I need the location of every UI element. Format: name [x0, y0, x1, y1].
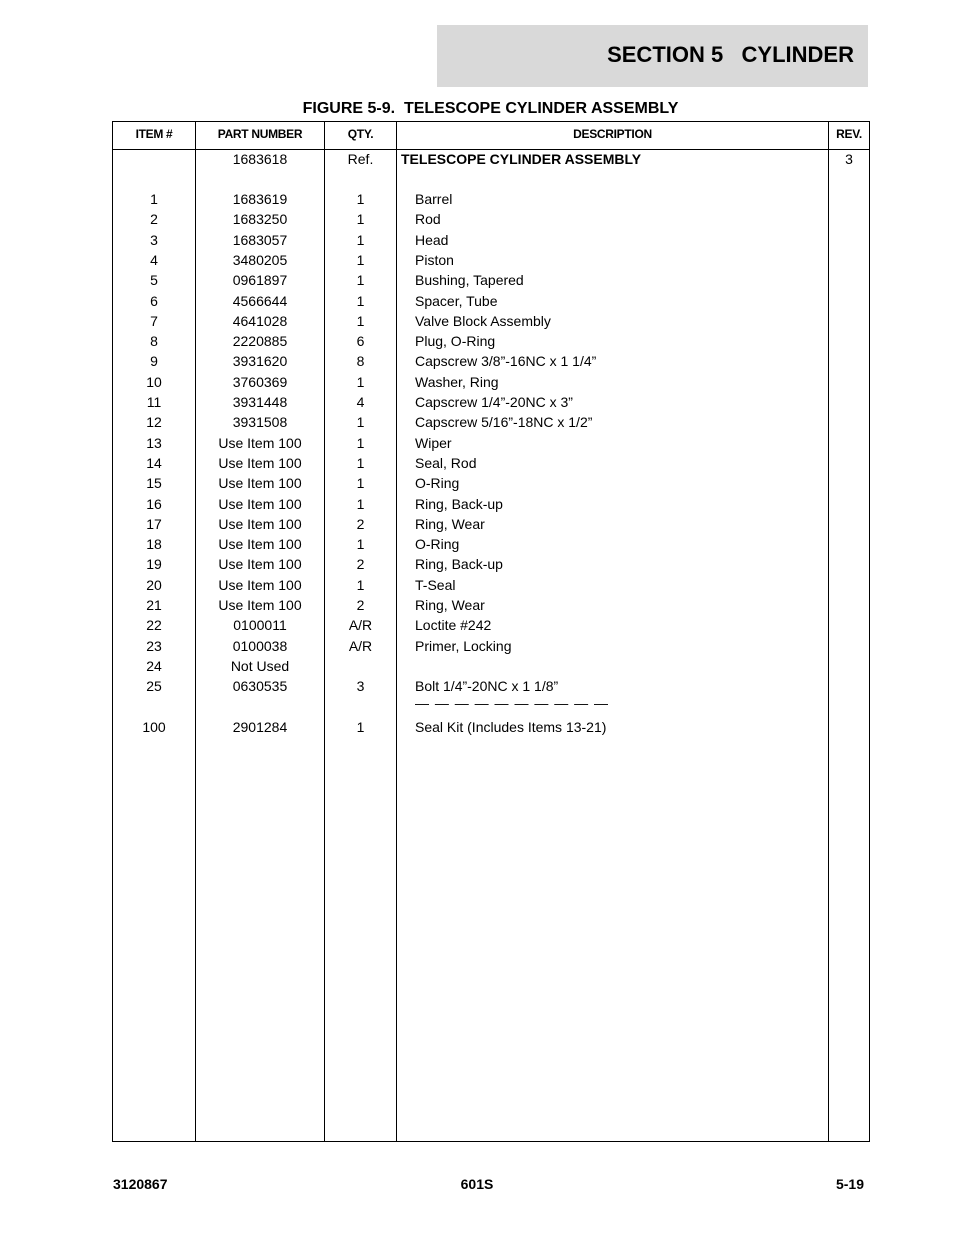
table-row: [113, 392, 869, 412]
description: Bushing, Tapered: [415, 272, 524, 289]
item-number: 5: [150, 272, 158, 289]
quantity: 1: [356, 231, 365, 248]
part-number: Use Item 100: [218, 576, 302, 593]
assembly-row: [113, 149, 869, 169]
quantity: 1: [356, 414, 365, 431]
item-number: 22: [146, 617, 162, 634]
part-number: 3480205: [232, 251, 288, 268]
description: TELESCOPE CYLINDER ASSEMBLY: [401, 151, 642, 167]
part-number: 1683250: [232, 211, 288, 228]
part-number: 0961897: [232, 272, 288, 289]
table-row: [113, 494, 869, 514]
kit-row: [113, 717, 869, 737]
quantity: Ref.: [347, 151, 374, 167]
item-number: 6: [150, 292, 158, 309]
table-row: [113, 534, 869, 554]
header-rev: REV.: [836, 127, 862, 141]
description: Loctite #242: [415, 617, 492, 634]
part-number: 4566644: [232, 292, 288, 309]
part-number: 0630535: [232, 678, 288, 695]
part-number: 3931508: [232, 414, 288, 431]
description: Head: [415, 231, 449, 248]
description: Washer, Ring: [415, 373, 499, 390]
description: Capscrew 1/4”-20NC x 3”: [415, 394, 573, 410]
item-number: 18: [146, 536, 162, 553]
table-row: [113, 331, 869, 351]
item-number: 9: [150, 353, 158, 370]
part-number: 2220885: [232, 333, 288, 350]
item-number: 14: [146, 454, 162, 471]
footer-doc-number: 3120867: [113, 1176, 168, 1192]
description: O-Ring: [415, 536, 460, 553]
item-number: 3: [150, 231, 158, 248]
part-number: 1683057: [232, 231, 288, 248]
header-part-number: PART NUMBER: [217, 127, 303, 141]
quantity: 2: [356, 515, 365, 532]
description: Spacer, Tube: [415, 292, 498, 309]
item-number: 21: [146, 597, 162, 613]
footer-page-number: 5-19: [835, 1176, 864, 1192]
description: T-Seal: [415, 576, 456, 593]
description: Plug, O-Ring: [415, 333, 496, 350]
table-row: [113, 656, 869, 676]
quantity: 1: [356, 495, 365, 512]
header-description: DESCRIPTION: [573, 127, 652, 141]
description: Piston: [415, 251, 454, 268]
quantity: A/R: [348, 617, 373, 634]
part-number: 0100011: [233, 617, 287, 634]
table-row: [113, 372, 869, 392]
quantity: 1: [356, 475, 365, 492]
description: Bolt 1/4”-20NC x 1 1/8”: [415, 678, 559, 695]
table-row: [113, 453, 869, 473]
quantity: 4: [356, 394, 365, 410]
description: Primer, Locking: [415, 637, 512, 654]
item-number: 12: [146, 414, 162, 431]
quantity: 2: [356, 597, 365, 613]
table-row: [113, 473, 869, 493]
item-number: 19: [146, 556, 162, 573]
item-number: 15: [146, 475, 162, 492]
description: Ring, Wear: [415, 597, 485, 613]
table-row: [113, 311, 869, 331]
description: Valve Block Assembly: [415, 312, 551, 329]
description: Wiper: [415, 434, 452, 451]
table-row: [113, 433, 869, 453]
table-row: [113, 189, 869, 209]
part-number: Use Item 100: [218, 495, 302, 512]
divider-row: [113, 693, 869, 713]
quantity: 6: [356, 333, 365, 350]
section-title: SECTION 5 CYLINDER: [607, 42, 854, 67]
table-row: [113, 615, 869, 635]
item-number: 25: [146, 678, 162, 695]
item-number: 17: [146, 515, 162, 532]
table-row: [113, 595, 869, 615]
part-number: 1683618: [232, 151, 288, 167]
part-number: Use Item 100: [218, 475, 302, 492]
part-number: Use Item 100: [218, 515, 302, 532]
part-number: Use Item 100: [218, 597, 302, 613]
table-row: [113, 209, 869, 229]
footer-model: 601S: [460, 1176, 494, 1192]
revision: 3: [845, 151, 853, 167]
part-number: 4641028: [232, 312, 288, 329]
item-number: 10: [146, 373, 162, 390]
part-number: 3931620: [232, 353, 288, 370]
part-number: Use Item 100: [218, 434, 302, 451]
description: Seal Kit (Includes Items 13-21): [415, 718, 607, 735]
part-number: 0100038: [232, 637, 288, 654]
quantity: 2: [356, 556, 365, 573]
item-number: 2: [150, 211, 158, 228]
quantity: 8: [356, 353, 365, 370]
item-number: 24: [146, 657, 162, 674]
table-row: [113, 412, 869, 432]
description: Barrel: [415, 191, 453, 207]
quantity: 1: [356, 312, 365, 329]
figure-title: FIGURE 5-9. TELESCOPE CYLINDER ASSEMBLY: [302, 100, 679, 117]
quantity: 1: [356, 191, 365, 207]
part-number: 3931448: [232, 394, 288, 410]
part-number: Not Used: [230, 657, 290, 674]
header-qty: QTY.: [347, 127, 374, 141]
quantity: 1: [356, 536, 365, 553]
table-row: [113, 270, 869, 290]
table-row: [113, 250, 869, 270]
part-number: 1683619: [232, 191, 288, 207]
description: Seal, Rod: [415, 454, 477, 471]
table-row: [113, 636, 869, 656]
item-number: 16: [146, 495, 162, 512]
quantity: 1: [356, 251, 365, 268]
quantity: 1: [356, 211, 365, 228]
item-number: 1: [150, 191, 158, 207]
table-row: [113, 291, 869, 311]
table-row: [113, 230, 869, 250]
description: Rod: [415, 211, 441, 228]
description: Ring, Back-up: [415, 556, 503, 573]
quantity: 1: [356, 292, 365, 309]
item-number: 20: [146, 576, 162, 593]
quantity: 1: [356, 576, 365, 593]
quantity: 1: [356, 434, 365, 451]
part-number: Use Item 100: [218, 536, 302, 553]
table-row: [113, 575, 869, 595]
description: Capscrew 5/16”-18NC x 1/2”: [415, 414, 593, 431]
description: [415, 656, 825, 676]
table-header: [113, 122, 869, 150]
parts-table: [112, 121, 870, 1142]
part-number: Use Item 100: [218, 556, 302, 573]
table-row: [113, 554, 869, 574]
divider-dashes: — — — — — — — — — —: [415, 694, 610, 711]
description: Capscrew 3/8”-16NC x 1 1/4”: [415, 353, 597, 370]
quantity: 1: [356, 718, 365, 735]
quantity: 1: [356, 454, 365, 471]
table-row: [113, 351, 869, 371]
header-item: ITEM #: [135, 127, 173, 141]
quantity: 3: [356, 678, 365, 695]
item-number: 7: [150, 312, 158, 329]
item-number: 11: [146, 394, 162, 410]
quantity: [325, 656, 396, 676]
quantity: 1: [356, 272, 365, 289]
item-number: 100: [142, 718, 166, 735]
item-number: 8: [150, 333, 158, 350]
section-banner: [437, 25, 868, 87]
description: Ring, Wear: [415, 515, 485, 532]
part-number: Use Item 100: [218, 454, 302, 471]
item-number: 13: [146, 434, 162, 451]
table-row: [113, 514, 869, 534]
quantity: A/R: [348, 637, 373, 654]
part-number: 2901284: [232, 718, 288, 735]
description: O-Ring: [415, 475, 460, 492]
quantity: 1: [356, 373, 365, 390]
item-number: 4: [150, 251, 158, 268]
part-number: 3760369: [232, 373, 288, 390]
item-number: 23: [146, 637, 162, 654]
description: Ring, Back-up: [415, 495, 503, 512]
